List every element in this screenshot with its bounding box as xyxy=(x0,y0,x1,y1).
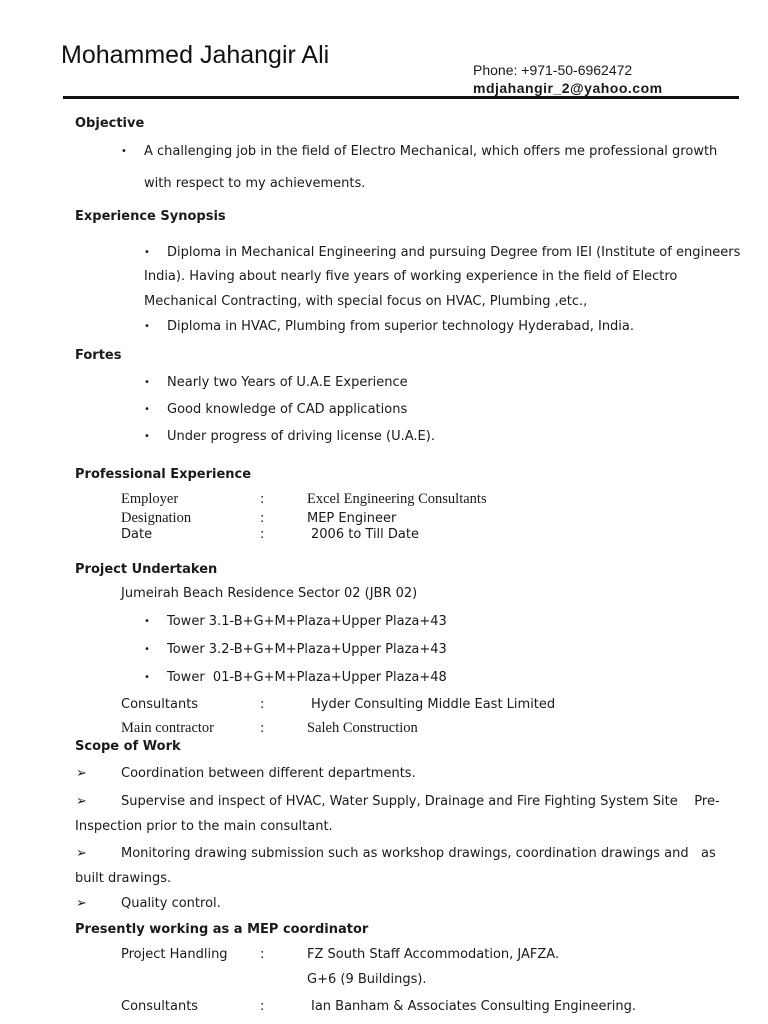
fortes-item-1: Nearly two Years of U.A.E Experience xyxy=(167,375,408,390)
bullet-icon: • xyxy=(144,404,150,415)
scope-item-1: Coordination between different departments. xyxy=(121,766,416,781)
present-consultants-value: Ian Banham & Associates Consulting Engineering. xyxy=(311,999,637,1014)
colon: : xyxy=(260,492,265,507)
project-name: Jumeirah Beach Residence Sector 02 (JBR 02) xyxy=(121,586,418,601)
colon: : xyxy=(260,721,265,736)
scope-item-2-line-1: Supervise and inspect of HVAC, Water Supply, Drainage and Fire Fighting System Site Pre- xyxy=(121,794,720,809)
designation-label: Designation xyxy=(121,510,192,526)
present-consultants-label: Consultants xyxy=(121,999,199,1014)
synopsis-item-1-line-1: Diploma in Mechanical Engineering and pursuing Degree from IEI (Institute of engineers xyxy=(167,245,741,260)
date-label: Date xyxy=(121,527,153,542)
bullet-icon: • xyxy=(144,431,150,442)
bullet-icon: • xyxy=(144,644,150,655)
scope-of-work-heading: Scope of Work xyxy=(75,739,181,754)
bullet-icon: • xyxy=(144,672,150,683)
scope-item-3-line-1: Monitoring drawing submission such as workshop drawings, coordination drawings and as xyxy=(121,846,716,861)
synopsis-item-2: Diploma in HVAC, Plumbing from superior technology Hyderabad, India. xyxy=(167,319,635,334)
date-value: 2006 to Till Date xyxy=(311,527,419,542)
project-handling-value: FZ South Staff Accommodation, JAFZA. xyxy=(307,947,560,962)
bullet-icon: • xyxy=(144,377,150,388)
consultants-value: Hyder Consulting Middle East Limited xyxy=(311,697,556,712)
objective-line-1: A challenging job in the field of Electro Mechanical, which offers me professional growth xyxy=(144,144,718,159)
colon: : xyxy=(260,999,265,1014)
experience-synopsis-heading: Experience Synopsis xyxy=(75,209,226,224)
scope-item-2-line-2: Inspection prior to the main consultant. xyxy=(75,819,333,834)
tower-item: Tower 01-B+G+M+Plaza+Upper Plaza+48 xyxy=(167,670,447,685)
colon: : xyxy=(260,697,265,712)
tower-item: Tower 3.2-B+G+M+Plaza+Upper Plaza+43 xyxy=(167,642,447,657)
arrow-bullet-icon: ➢ xyxy=(76,846,87,861)
project-undertaken-heading: Project Undertaken xyxy=(75,562,218,577)
email-address: mdjahangir_2@yahoo.com xyxy=(473,80,663,96)
fortes-item-3: Under progress of driving license (U.A.E). xyxy=(167,429,435,444)
arrow-bullet-icon: ➢ xyxy=(76,766,87,781)
colon: : xyxy=(260,947,265,962)
main-contractor-label: Main contractor xyxy=(121,720,215,736)
bullet-icon: • xyxy=(121,146,127,157)
professional-experience-heading: Professional Experience xyxy=(75,467,252,482)
colon: : xyxy=(260,527,265,542)
bullet-icon: • xyxy=(144,321,150,332)
designation-value: MEP Engineer xyxy=(307,511,397,526)
synopsis-item-1-line-2: India). Having about nearly five years of working experience in the field of Electro xyxy=(144,269,678,284)
bullet-icon: • xyxy=(144,616,150,627)
arrow-bullet-icon: ➢ xyxy=(76,794,87,809)
project-handling-value-2: G+6 (9 Buildings). xyxy=(307,972,427,987)
employer-value: Excel Engineering Consultants xyxy=(307,491,487,507)
fortes-item-2: Good knowledge of CAD applications xyxy=(167,402,408,417)
main-contractor-value: Saleh Construction xyxy=(307,720,418,736)
phone-number: Phone: +971-50-6962472 xyxy=(473,62,633,78)
header-rule xyxy=(63,96,739,99)
objective-heading: Objective xyxy=(75,116,145,131)
bullet-icon: • xyxy=(144,247,150,258)
scope-item-4: Quality control. xyxy=(121,896,221,911)
tower-item: Tower 3.1-B+G+M+Plaza+Upper Plaza+43 xyxy=(167,614,447,629)
arrow-bullet-icon: ➢ xyxy=(76,896,87,911)
present-role-heading: Presently working as a MEP coordinator xyxy=(75,922,369,937)
objective-line-2: with respect to my achievements. xyxy=(144,176,366,191)
scope-item-3-line-2: built drawings. xyxy=(75,871,172,886)
candidate-name: Mohammed Jahangir Ali xyxy=(61,41,330,69)
consultants-label: Consultants xyxy=(121,697,199,712)
fortes-heading: Fortes xyxy=(75,348,122,363)
project-handling-label: Project Handling xyxy=(121,947,228,962)
colon: : xyxy=(260,511,265,526)
employer-label: Employer xyxy=(121,491,179,507)
synopsis-item-1-line-3: Mechanical Contracting, with special focus on HVAC, Plumbing ,etc., xyxy=(144,294,588,309)
